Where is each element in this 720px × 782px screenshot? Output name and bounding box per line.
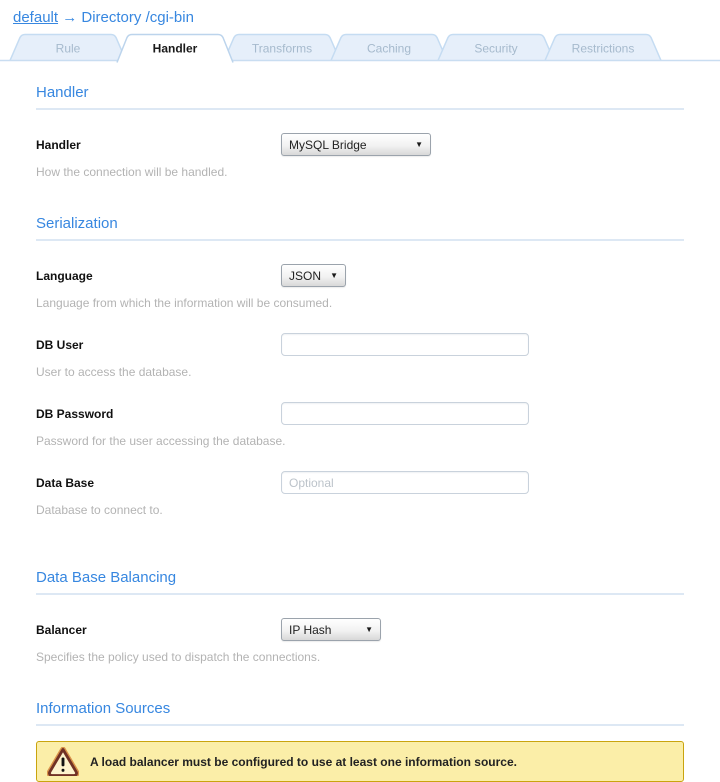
tab-caching-label[interactable]: Caching <box>366 41 412 56</box>
breadcrumb <box>0 0 720 30</box>
language-label: Language <box>36 268 93 283</box>
language-select[interactable] <box>281 264 346 287</box>
handler-label: Handler <box>36 137 81 152</box>
section-title-balancing: Data Base Balancing <box>36 569 177 586</box>
field-language <box>36 264 684 310</box>
tab-transforms-label[interactable]: Transforms <box>251 41 313 56</box>
tab-security-label[interactable]: Security <box>474 41 518 56</box>
section-title-handler: Handler <box>36 84 89 101</box>
section-balancing <box>36 569 684 664</box>
section-title-serialization: Serialization <box>36 215 118 232</box>
chevron-down-icon: ▼ <box>330 271 338 280</box>
database-input[interactable] <box>281 471 529 494</box>
field-db-user <box>36 333 684 379</box>
breadcrumb-arrow-icon: → <box>62 9 78 26</box>
warning-banner <box>36 741 684 782</box>
chevron-down-icon: ▼ <box>415 140 423 149</box>
handler-select[interactable] <box>281 133 431 156</box>
field-handler <box>36 133 684 179</box>
breadcrumb-link-default[interactable]: default <box>13 9 59 26</box>
section-serialization <box>36 215 684 517</box>
db-password-label: DB Password <box>36 406 114 421</box>
handler-help: How the connection will be handled. <box>36 165 228 179</box>
language-help: Language from which the information will be consumed. <box>36 296 333 310</box>
tab-handler-label[interactable]: Handler <box>152 41 198 56</box>
section-title-information-sources: Information Sources <box>36 700 171 717</box>
balancer-select[interactable] <box>281 618 381 641</box>
warning-triangle-icon <box>47 747 79 776</box>
main-content <box>0 84 720 782</box>
section-rule <box>36 593 684 595</box>
warning-text: A load balancer must be configured to use at least one information source. <box>90 754 517 769</box>
db-password-input[interactable] <box>281 402 529 425</box>
field-db-password <box>36 402 684 448</box>
tab-bar <box>0 33 720 63</box>
db-user-input[interactable] <box>281 333 529 356</box>
database-label: Data Base <box>36 475 95 490</box>
balancer-label: Balancer <box>36 622 87 637</box>
tab-restrictions-label[interactable]: Restrictions <box>571 41 635 56</box>
chevron-down-icon: ▼ <box>365 625 373 634</box>
section-rule <box>36 239 684 241</box>
tab-rule-label[interactable]: Rule <box>55 41 81 56</box>
field-balancer <box>36 618 684 664</box>
language-select-value: JSON <box>289 268 322 283</box>
db-user-help: User to access the database. <box>36 365 192 379</box>
db-password-help: Password for the user accessing the database. <box>36 434 286 448</box>
field-database <box>36 471 684 517</box>
handler-select-value: MySQL Bridge <box>289 137 367 152</box>
section-rule <box>36 108 684 110</box>
db-user-label: DB User <box>36 337 84 352</box>
breadcrumb-current: Directory /cgi-bin <box>81 9 194 26</box>
section-handler <box>36 84 684 179</box>
section-rule <box>36 724 684 726</box>
balancer-select-value: IP Hash <box>289 622 332 637</box>
balancer-help: Specifies the policy used to dispatch the connections. <box>36 650 321 664</box>
database-help: Database to connect to. <box>36 503 163 517</box>
section-information-sources <box>36 700 684 782</box>
